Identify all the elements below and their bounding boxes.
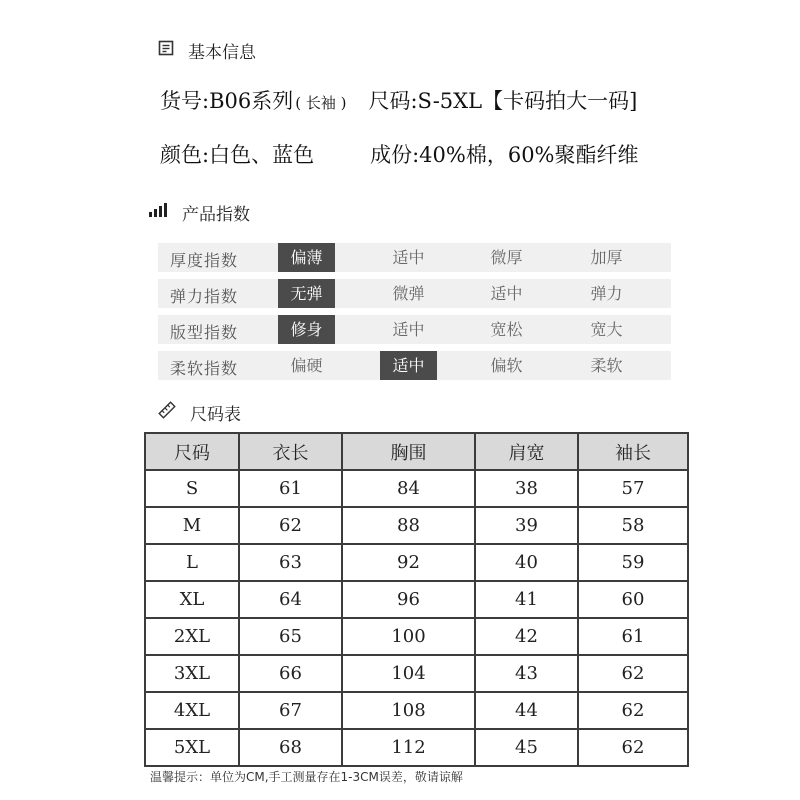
index-option: 宽松	[490, 320, 523, 339]
size-chart-title: 尺码表	[190, 405, 241, 425]
header-sleeve: 袖长	[578, 433, 688, 470]
table-cell: 45	[475, 729, 578, 766]
index-option-selected: 偏薄	[278, 243, 335, 272]
table-cell: 88	[342, 507, 475, 544]
header-chest: 胸围	[342, 433, 475, 470]
index-option-selected: 修身	[278, 315, 335, 344]
size-range: 尺码:S-5XL【卡码拍大一码]	[368, 89, 638, 113]
table-cell: 57	[578, 470, 688, 507]
table-cell: 63	[239, 544, 342, 581]
table-cell: 108	[342, 692, 475, 729]
table-cell: 2XL	[145, 618, 239, 655]
table-cell: 5XL	[145, 729, 239, 766]
index-row-label: 厚度指数	[170, 251, 239, 270]
index-row	[158, 315, 671, 344]
table-cell: 62	[578, 729, 688, 766]
table-cell: 42	[475, 618, 578, 655]
index-option: 弹力	[590, 284, 623, 303]
index-row-label: 弹力指数	[170, 287, 239, 306]
table-cell: 39	[475, 507, 578, 544]
table-cell: XL	[145, 581, 239, 618]
index-option: 微厚	[490, 248, 523, 267]
table-cell: 67	[239, 692, 342, 729]
index-option: 适中	[392, 248, 425, 267]
product-index-header	[148, 200, 250, 225]
index-row	[158, 351, 671, 380]
table-cell: 61	[239, 470, 342, 507]
table-cell: 96	[342, 581, 475, 618]
header-size: 尺码	[145, 433, 239, 470]
index-option: 偏软	[490, 356, 523, 375]
table-cell: 112	[342, 729, 475, 766]
table-cell: 60	[578, 581, 688, 618]
item-number: 货号:B06系列	[160, 89, 294, 113]
table-row	[145, 692, 688, 729]
table-cell: 66	[239, 655, 342, 692]
index-option: 宽大	[590, 320, 623, 339]
table-cell: 68	[239, 729, 342, 766]
table-row	[145, 544, 688, 581]
table-cell: M	[145, 507, 239, 544]
index-option: 适中	[392, 320, 425, 339]
table-row	[145, 655, 688, 692]
table-row	[145, 507, 688, 544]
table-cell: 3XL	[145, 655, 239, 692]
table-cell: 62	[239, 507, 342, 544]
table-cell: 104	[342, 655, 475, 692]
index-option: 微弹	[392, 284, 425, 303]
composition-info: 成份:40%棉，60%聚酯纤维	[370, 143, 639, 167]
table-cell: 41	[475, 581, 578, 618]
index-option: 适中	[490, 284, 523, 303]
table-cell: 58	[578, 507, 688, 544]
index-option: 柔软	[590, 356, 623, 375]
bar-chart-icon	[148, 202, 168, 223]
index-row-label: 版型指数	[170, 323, 239, 342]
index-option-selected: 适中	[380, 351, 437, 380]
table-cell: 92	[342, 544, 475, 581]
table-cell: 64	[239, 581, 342, 618]
table-row	[145, 470, 688, 507]
index-row-label: 柔软指数	[170, 359, 239, 378]
info-line-1	[160, 85, 637, 115]
table-cell: 44	[475, 692, 578, 729]
header-length: 衣长	[239, 433, 342, 470]
table-cell: 4XL	[145, 692, 239, 729]
basic-info-header	[158, 38, 256, 63]
table-row	[145, 581, 688, 618]
table-cell: 100	[342, 618, 475, 655]
measurement-note: 温馨提示：单位为CM,手工测量存在1-3CM误差，敬请谅解	[150, 770, 463, 784]
table-cell: S	[145, 470, 239, 507]
table-cell: 40	[475, 544, 578, 581]
document-icon	[158, 40, 174, 61]
table-cell: 61	[578, 618, 688, 655]
header-shoulder: 肩宽	[475, 433, 578, 470]
table-row	[145, 729, 688, 766]
index-row	[158, 279, 671, 308]
table-cell: L	[145, 544, 239, 581]
info-line-2	[160, 139, 639, 169]
size-table-header-row	[145, 433, 688, 470]
table-row	[145, 618, 688, 655]
table-cell: 62	[578, 655, 688, 692]
table-cell: 84	[342, 470, 475, 507]
size-chart-header	[158, 400, 241, 425]
color-info: 颜色:白色、蓝色	[160, 143, 315, 167]
item-number-note: ( 长袖 )	[295, 94, 347, 112]
table-cell: 62	[578, 692, 688, 729]
product-index-title: 产品指数	[182, 205, 250, 225]
index-row	[158, 243, 671, 272]
table-cell: 59	[578, 544, 688, 581]
index-option: 偏硬	[290, 356, 323, 375]
table-cell: 65	[239, 618, 342, 655]
basic-info-title: 基本信息	[188, 43, 256, 63]
size-table	[144, 432, 689, 767]
table-cell: 43	[475, 655, 578, 692]
index-option-selected: 无弹	[278, 279, 335, 308]
index-option: 加厚	[590, 248, 623, 267]
ruler-icon	[158, 401, 176, 424]
table-cell: 38	[475, 470, 578, 507]
